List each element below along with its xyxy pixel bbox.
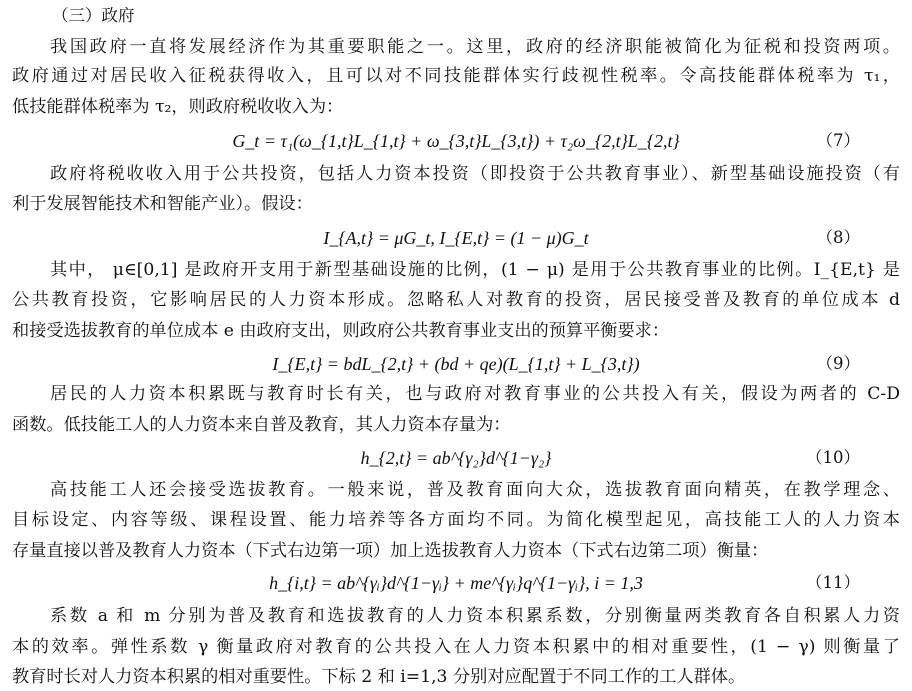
paragraph-line-9: 居民的人力资本积累既与教育时长有关，也与政府对教育事业的公共投入有关，假设为两者的 C-D xyxy=(50,384,900,404)
paragraph-line-13: 存量直接以普及教育人力资本（下式右边第一项）加上选拔教育人力资本（下式右边第二项）衡量： xyxy=(12,541,769,561)
paragraph-line-3: 低技能群体税率为 τ₂，则政府税收收入为： xyxy=(12,97,344,117)
equation-9-number: （9） xyxy=(816,354,860,373)
equation-11-number: （11） xyxy=(806,573,860,592)
paragraph-line-6: 其中， μ∈[0,1] 是政府开支用于新型基础设施的比例，(1 − μ) 是用于公共教育事业的比例。I_{E,t} 是 xyxy=(50,260,900,280)
paragraph-line-8: 和接受选拔教育的单位成本 e 由政府支出，则政府公共教育事业支出的预算平衡要求： xyxy=(12,321,670,341)
paragraph-line-10: 函数。低技能工人的人力资本来自普及教育，其人力资本存量为： xyxy=(12,415,511,435)
equation-7-formula: G_t = τ₁(ω_{1,t}L_{1,t} + ω_{3,t}L_{3,t}) + τ₂ω_{2,t}L_{2,t} xyxy=(232,131,680,151)
equation-9 xyxy=(0,350,912,378)
equation-8 xyxy=(0,224,912,252)
equation-10 xyxy=(0,444,912,472)
equation-8-number: （8） xyxy=(816,228,860,247)
equation-10-number: （10） xyxy=(806,448,860,467)
paragraph-line-5: 利于发展智能技术和智能产业）。假设： xyxy=(12,194,313,214)
equation-7-number: （7） xyxy=(816,131,860,150)
equation-7 xyxy=(0,127,912,155)
equation-9-formula: I_{E,t} = bdL_{2,t} + (bd + qe)(L_{1,t} + L_{3,t}) xyxy=(272,354,640,374)
paragraph-line-14: 系数 a 和 m 分别为普及教育和选拔教育的人力资本积累系数，分别衡量两类教育各自积累人力资 xyxy=(50,606,900,626)
paragraph-line-7: 公共教育投资，它影响居民的人力资本形成。忽略私人对教育的投资，居民接受普及教育的单位成本 d xyxy=(12,290,900,310)
equation-11 xyxy=(0,569,912,597)
paragraph-line-11: 高技能工人还会接受选拔教育。一般来说，普及教育面向大众，选拔教育面向精英，在教学理念、 xyxy=(50,480,900,500)
paragraph-line-1: 我国政府一直将发展经济作为其重要职能之一。这里，政府的经济职能被简化为征税和投资两项。 xyxy=(50,37,900,57)
paragraph-line-4: 政府将税收收入用于公共投资，包括人力资本投资（即投资于公共教育事业）、新型基础设施投资（有 xyxy=(50,164,900,184)
equation-11-formula: h_{i,t} = ab^{γᵢ}d^{1−γᵢ} + me^{γᵢ}q^{1−γᵢ}, i = 1,3 xyxy=(269,573,643,593)
paragraph-line-2: 政府通过对居民收入征税获得收入，且可以对不同技能群体实行歧视性税率。令高技能群体税率为 τ₁， xyxy=(12,66,900,86)
paragraph-line-15: 本的效率。弹性系数 γ 衡量政府对教育的公共投入在人力资本积累中的相对重要性，(1 − γ) 则衡量了 xyxy=(12,637,900,657)
paragraph-line-12: 目标设定、内容等级、课程设置、能力培养等各方面均不同。为简化模型起见，高技能工人的人力资本 xyxy=(12,510,900,530)
paragraph-line-16: 教育时长对人力资本积累的相对重要性。下标 2 和 i=1,3 分别对应配置于不同工作的工人群体。 xyxy=(12,667,746,687)
equation-8-formula: I_{A,t} = μG_t, I_{E,t} = (1 − μ)G_t xyxy=(323,228,589,248)
section-heading: （三）政府 xyxy=(52,6,135,25)
equation-10-formula: h_{2,t} = ab^{γ₂}d^{1−γ₂} xyxy=(360,448,552,468)
